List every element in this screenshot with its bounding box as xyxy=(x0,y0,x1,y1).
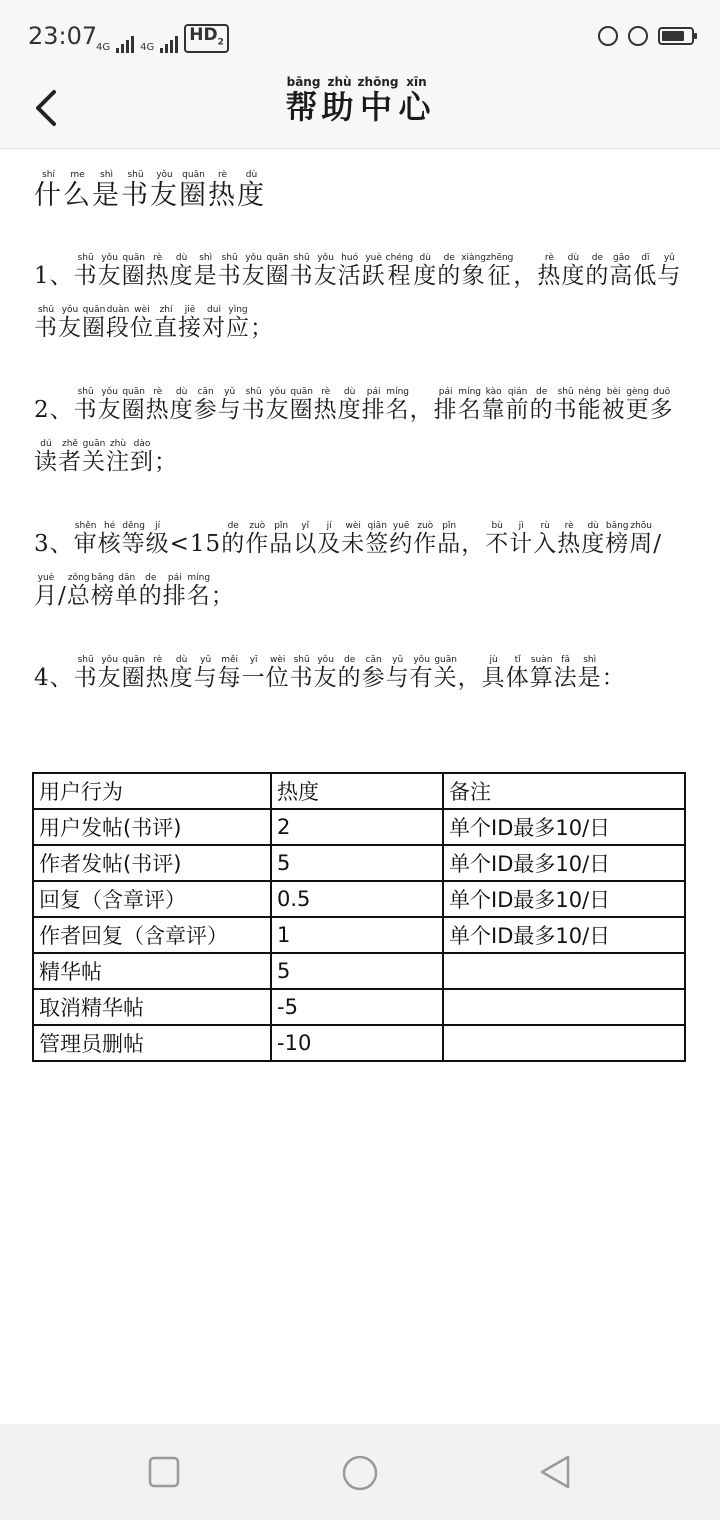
ruby-char: 圈quān xyxy=(121,253,146,289)
ruby-char: 每měi xyxy=(217,655,242,691)
ruby-char: 能néng xyxy=(577,387,602,423)
cell-heat: -10 xyxy=(271,1025,443,1061)
ruby-char: 计jì xyxy=(509,521,534,557)
ruby-char: 名míng xyxy=(457,387,482,423)
cell-note xyxy=(443,989,685,1025)
ruby-char: 算suàn xyxy=(529,655,554,691)
ruby-char: 参cān xyxy=(193,387,218,423)
ruby-char: 的de xyxy=(585,253,610,289)
ruby-char: 中zhōng xyxy=(357,75,399,126)
ruby-char: 热rè xyxy=(208,170,237,211)
status-time: 23:07 xyxy=(28,22,98,50)
ruby-char: 的de xyxy=(337,655,362,691)
ruby-char: 关guān xyxy=(433,655,458,691)
ruby-char: 度dù xyxy=(413,253,438,289)
ruby-char: 帮bāng xyxy=(285,75,322,126)
ruby-char: 热rè xyxy=(537,253,562,289)
ruby-char: 法fǎ xyxy=(553,655,578,691)
ruby-char: 被bèi xyxy=(601,387,626,423)
ruby-char: 约yuē xyxy=(389,521,414,557)
ruby-char: 与yǔ xyxy=(217,387,242,423)
hd-voice-badge: $HD_2$ xyxy=(184,24,229,53)
page-title xyxy=(0,76,720,128)
ruby-char: 度dù xyxy=(169,655,194,691)
ruby-char: 是shì xyxy=(577,655,602,691)
ruby-char: 程chéng xyxy=(385,253,414,289)
signal-icon xyxy=(160,35,178,53)
ruby-char: 体tǐ xyxy=(505,655,530,691)
system-back-button[interactable] xyxy=(538,1454,574,1490)
ruby-char: 圈quān xyxy=(289,387,314,423)
ruby-char: 友yǒu xyxy=(265,387,290,423)
ruby-char: 高gāo xyxy=(609,253,634,289)
ruby-char: 的de xyxy=(437,253,462,289)
ruby-char: 具jù xyxy=(481,655,506,691)
ruby-char: ： xyxy=(601,665,626,691)
ruby-char: 热rè xyxy=(145,387,170,423)
ruby-char: 么me xyxy=(63,170,92,211)
square-icon xyxy=(146,1454,182,1490)
ruby-char: 级jí xyxy=(145,521,170,557)
ruby-char: 热rè xyxy=(145,655,170,691)
status-right-icons xyxy=(598,26,694,46)
ruby-char: / xyxy=(653,531,662,557)
ruby-char: 参cān xyxy=(361,655,386,691)
signal-icon xyxy=(116,35,134,53)
ruby-char: 书shū xyxy=(217,253,242,289)
ruby-char: 关guān xyxy=(82,439,106,475)
ruby-char: 友yǒu xyxy=(313,655,338,691)
ruby-char: 友yǒu xyxy=(58,305,82,341)
column-header-action: 用户行为 xyxy=(33,773,271,809)
article-paragraph-1 xyxy=(34,250,684,354)
ruby-char: 者zhě xyxy=(58,439,82,475)
ruby-char: 书shū xyxy=(289,655,314,691)
ruby-char: 象xiàng xyxy=(461,253,486,289)
cell-note: 单个ID最多10/日 xyxy=(443,809,685,845)
ruby-char: 热rè xyxy=(313,387,338,423)
ruby-char: 与yǔ xyxy=(193,655,218,691)
table-row xyxy=(33,953,685,989)
ruby-char: 周zhōu xyxy=(629,521,654,557)
network-type-1: 4G xyxy=(96,42,111,54)
ruby-char: 的de xyxy=(221,521,246,557)
cell-note: 单个ID最多10/日 xyxy=(443,845,685,881)
ruby-char: 的de xyxy=(138,573,163,609)
article-paragraph-4 xyxy=(34,652,684,704)
ruby-char: 书shū xyxy=(553,387,578,423)
network-type-2: 4G xyxy=(140,42,155,54)
ruby-char: 1、 xyxy=(34,263,74,289)
help-article xyxy=(34,170,684,704)
ruby-char: 多duō xyxy=(649,387,674,423)
ruby-char: 不bù xyxy=(485,521,510,557)
ruby-char: 靠kào xyxy=(481,387,506,423)
ruby-char: 有yǒu xyxy=(409,655,434,691)
ruby-char: 等děng xyxy=(121,521,146,557)
network-indicators xyxy=(96,24,229,53)
ruby-char: 圈quān xyxy=(179,170,208,211)
cell-note: 单个ID最多10/日 xyxy=(443,917,685,953)
heat-rules-table xyxy=(32,772,686,1062)
ruby-char: ； xyxy=(210,583,235,609)
ruby-char: 是shì xyxy=(92,170,121,211)
table-row xyxy=(33,989,685,1025)
ruby-char: 书shū xyxy=(34,305,58,341)
cell-heat: 5 xyxy=(271,845,443,881)
ruby-char: 直zhí xyxy=(154,305,178,341)
ruby-char: ， xyxy=(409,397,434,423)
cell-action: 回复（含章评） xyxy=(33,881,271,917)
ruby-char: ； xyxy=(250,315,274,341)
ruby-char: ， xyxy=(461,531,486,557)
ruby-char: 书shū xyxy=(73,655,98,691)
ruby-char: 圈quān xyxy=(121,387,146,423)
cell-note: 单个ID最多10/日 xyxy=(443,881,685,917)
ruby-char: 段duàn xyxy=(106,305,130,341)
ruby-char: 位wèi xyxy=(265,655,290,691)
app-header xyxy=(0,72,720,149)
ruby-char: 入rù xyxy=(533,521,558,557)
ruby-char: <15 xyxy=(169,531,222,557)
article-paragraph-3 xyxy=(34,518,684,622)
ruby-char: 度dù xyxy=(237,170,266,211)
rotation-lock-icon xyxy=(628,26,648,46)
article-paragraph-2 xyxy=(34,384,684,488)
ruby-char: 签qiān xyxy=(365,521,390,557)
ruby-char: 友yǒu xyxy=(313,253,338,289)
ruby-char: 品pǐn xyxy=(269,521,294,557)
battery-icon xyxy=(658,27,694,45)
ruby-char: 友yǒu xyxy=(241,253,266,289)
cell-heat: 2 xyxy=(271,809,443,845)
status-bar xyxy=(0,0,720,72)
ruby-char: 圈quān xyxy=(82,305,106,341)
cell-action: 精华帖 xyxy=(33,953,271,989)
cell-action: 管理员删帖 xyxy=(33,1025,271,1061)
ruby-char: 核hé xyxy=(97,521,122,557)
ruby-char: 的de xyxy=(529,387,554,423)
cell-note xyxy=(443,1025,685,1061)
ruby-char: 到dào xyxy=(130,439,154,475)
ruby-char: 书shū xyxy=(241,387,266,423)
cell-action: 取消精华帖 xyxy=(33,989,271,1025)
ruby-char: 与yǔ xyxy=(657,253,682,289)
table-row xyxy=(33,845,685,881)
ruby-char: 友yǒu xyxy=(97,655,122,691)
ruby-char: 排pái xyxy=(433,387,458,423)
recent-apps-button[interactable] xyxy=(146,1454,182,1490)
table-row xyxy=(33,881,685,917)
cell-action: 作者发帖(书评) xyxy=(33,845,271,881)
triangle-back-icon xyxy=(538,1454,574,1490)
table-row xyxy=(33,1025,685,1061)
column-header-heat: 热度 xyxy=(271,773,443,809)
ruby-char: 名míng xyxy=(385,387,410,423)
ruby-char: 圈quān xyxy=(121,655,146,691)
ruby-char: 更gèng xyxy=(625,387,650,423)
home-button[interactable] xyxy=(341,1454,377,1490)
ruby-char: 友yǒu xyxy=(150,170,179,211)
ruby-char: 3、 xyxy=(34,531,74,557)
ruby-char: 度dù xyxy=(337,387,362,423)
ruby-char: 名míng xyxy=(186,573,211,609)
ruby-char: 助zhù xyxy=(321,75,358,126)
ruby-char: ， xyxy=(457,665,482,691)
ruby-char: 月yuè xyxy=(34,573,58,609)
cell-heat: 0.5 xyxy=(271,881,443,917)
ruby-char: 度dù xyxy=(169,387,194,423)
ruby-char: 活huó xyxy=(337,253,362,289)
ruby-char: 对duì xyxy=(202,305,226,341)
ruby-char: 心xīn xyxy=(398,75,435,126)
ruby-char: 单dān xyxy=(114,573,139,609)
ruby-char: 榜bǎng xyxy=(90,573,115,609)
ruby-char: 榜bǎng xyxy=(605,521,630,557)
ruby-char: 圈quān xyxy=(265,253,290,289)
ruby-char: 总zǒng xyxy=(66,573,91,609)
ruby-char: 什shí xyxy=(34,170,63,211)
ruby-char: 跃yuè xyxy=(361,253,386,289)
ruby-char: 是shì xyxy=(193,253,218,289)
data-saver-icon xyxy=(598,26,618,46)
ruby-char: 一yī xyxy=(241,655,266,691)
ruby-char: 书shū xyxy=(73,387,98,423)
ruby-char: 征zhēng xyxy=(485,253,514,289)
ruby-char: 排pái xyxy=(361,387,386,423)
table-row xyxy=(33,917,685,953)
ruby-char: 位wèi xyxy=(130,305,154,341)
ruby-char: 书shū xyxy=(121,170,150,211)
ruby-char: 友yǒu xyxy=(97,387,122,423)
ruby-char: 度dù xyxy=(169,253,194,289)
ruby-char: 审shěn xyxy=(73,521,98,557)
ruby-char: ； xyxy=(154,449,178,475)
cell-action: 作者回复（含章评） xyxy=(33,917,271,953)
table-header-row xyxy=(33,773,685,809)
ruby-char: 以yǐ xyxy=(293,521,318,557)
ruby-char: 作zuò xyxy=(245,521,270,557)
ruby-char: 书shū xyxy=(73,253,98,289)
ruby-char: 低dī xyxy=(633,253,658,289)
ruby-char: 2、 xyxy=(34,397,74,423)
cell-heat: -5 xyxy=(271,989,443,1025)
cell-heat: 5 xyxy=(271,953,443,989)
ruby-char: 及jí xyxy=(317,521,342,557)
ruby-char: 应yìng xyxy=(226,305,250,341)
table-row xyxy=(33,809,685,845)
system-nav-bar xyxy=(0,1424,720,1520)
ruby-char: 前qián xyxy=(505,387,530,423)
ruby-char: 书shū xyxy=(289,253,314,289)
ruby-char: 与yǔ xyxy=(385,655,410,691)
ruby-char: 接jiē xyxy=(178,305,202,341)
cell-heat: 1 xyxy=(271,917,443,953)
ruby-char: 未wèi xyxy=(341,521,366,557)
ruby-char: 注zhù xyxy=(106,439,130,475)
ruby-char: 度dù xyxy=(581,521,606,557)
ruby-char: 热rè xyxy=(145,253,170,289)
ruby-char: 4、 xyxy=(34,665,74,691)
circle-icon xyxy=(341,1454,379,1492)
ruby-char: 作zuò xyxy=(413,521,438,557)
ruby-char: 读dú xyxy=(34,439,58,475)
cell-note xyxy=(443,953,685,989)
article-question xyxy=(34,170,684,222)
ruby-char: 排pái xyxy=(162,573,187,609)
ruby-char: 品pǐn xyxy=(437,521,462,557)
ruby-char: / xyxy=(58,583,67,609)
column-header-note: 备注 xyxy=(443,773,685,809)
cell-action: 用户发帖(书评) xyxy=(33,809,271,845)
ruby-char: ， xyxy=(513,263,538,289)
ruby-char: 度dù xyxy=(561,253,586,289)
ruby-char: 热rè xyxy=(557,521,582,557)
ruby-char: 友yǒu xyxy=(97,253,122,289)
